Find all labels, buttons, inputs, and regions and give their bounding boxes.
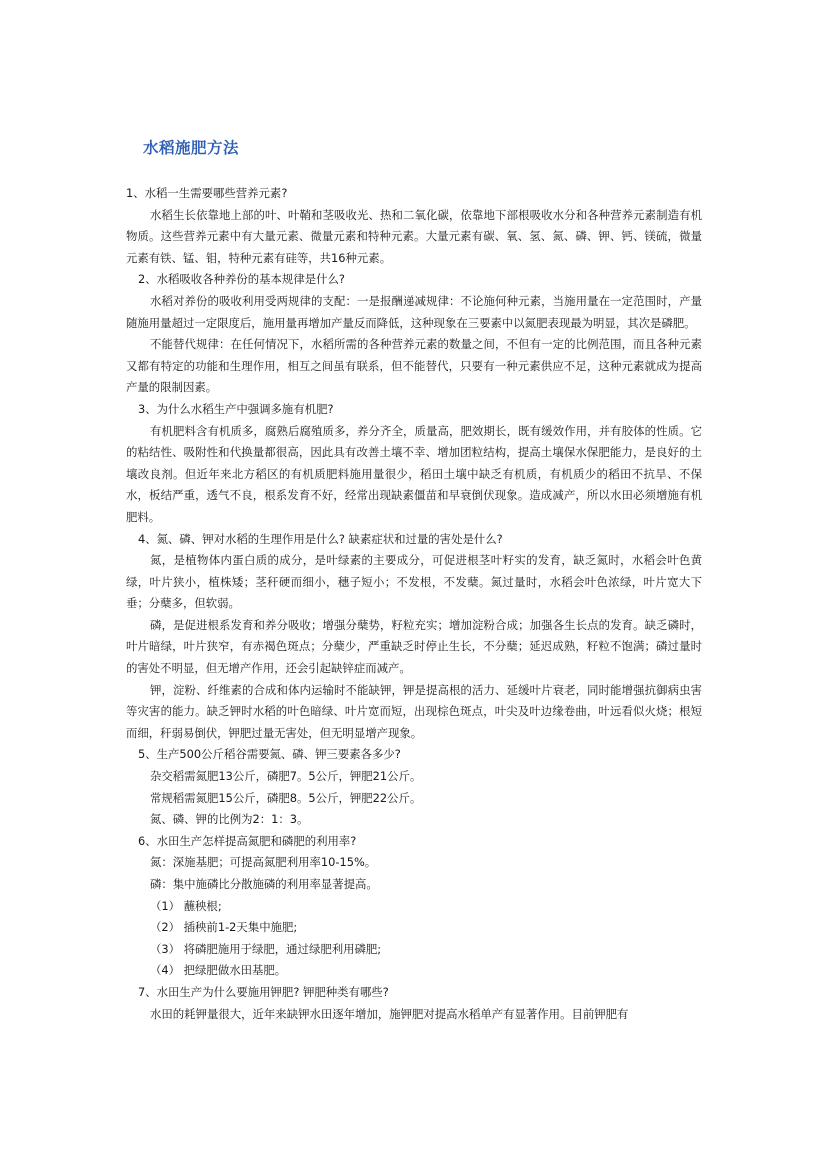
list-line: 磷：集中施磷比分散施磷的利用率显著提高。 [150,877,378,891]
question-heading: 2、水稻吸收各种养份的基本规律是什么? [138,272,345,287]
list-line: 氮、磷、钾的比例为2：1：3。 [150,812,309,827]
paragraph: 水稻生长依靠地上部的叶、叶鞘和茎吸收光、热和二氧化碳，依靠地下部根吸收水分和各种营养元素制造有机物质。这些营养元素中有大量元素、微量元素和特种元素。大量元素有碳、氧、氢、氮、磷、钾、钙、镁硫，微量元素有铁、锰、钼，特种元素有硅等，共16种元素。 [126,207,702,265]
paragraph: 不能替代规律：在任何情况下，水稻所需的各种营养元素的数量之间，不但有一定的比例范围，而且各种元素又都有特定的功能和生理作用，相互之间虽有联系，但不能替代，只要有一种元素供应不足，这种元素就成为提高产量的限制因素。 [126,337,702,395]
paragraph: 钾，淀粉、纤维素的合成和体内运输时不能缺钾，钾是提高根的活力、延缓叶片衰老，同时能增强抗御病虫害等灾害的能力。缺乏钾时水稻的叶色暗绿、叶片宽而短，出现棕色斑点，叶尖及叶边缘卷曲，叶远看似火烧；根短而细，秆弱易倒伏，钾肥过量无害处，但无明显增产现象。 [126,682,702,740]
paragraph: 磷，是促进根系发育和养分吸收；增强分蘖势，籽粒充实；增加淀粉合成；加强各生长点的发育。缺乏磷时，叶片暗绿，叶片狭窄，有赤褐色斑点；分蘖少，严重缺乏时停止生长，不分蘖；延迟成熟，籽粒不饱满；磷过量时的害处不明显，但无增产作用，还会引起缺锌症而减产。 [126,617,702,676]
paragraph: 水田的耗钾量很大，近年来缺钾水田逐年增加，施钾肥对提高水稻单产有显著作用。目前钾肥有 [150,1006,629,1021]
question-heading: 3、为什么水稻生产中强调多施有机肥? [138,401,334,416]
document-title: 水稻施肥方法 [143,138,240,157]
list-line: （2） 插秧前1-2天集中施肥; [150,920,298,935]
list-line: （1） 蘸秧根; [150,898,222,913]
question-heading: 6、水田生产怎样提高氮肥和磷肥的利用率? [138,833,357,848]
list-line: 杂交稻需氮肥13公斤，磷肥7。5公斤，钾肥21公斤。 [150,769,422,784]
paragraph: 有机肥料含有机质多，腐熟后腐殖质多，养分齐全，质量高，肥效期长，既有缓效作用，并有胶体的性质。它的粘结性、吸附性和代换量都很高，因此具有改善土壤不幸、增加团粒结构，提高土壤保水保肥能力，是良好的土壤改良剂。但近年来北方稻区的有机质肥料施用量很少，稻田土壤中缺乏有机质，有机质少的稻田不抗旱、不保水，板结严重，透气不良，根系发育不好，经常出现缺素僵苗和早衰倒伏现象。造成减产，所以水田必须增施有机肥料。 [126,423,702,524]
question-heading: 1、水稻一生需要哪些营养元素? [126,186,288,200]
list-line: 常规稻需氮肥15公斤，磷肥8。5公斤，钾肥22公斤。 [150,790,422,805]
paragraph: 氮，是植物体内蛋白质的成分，是叶绿素的主要成分，可促进根茎叶籽实的发育，缺乏氮时，水稻会叶色黄绿，叶片狭小，植株矮；茎秆硬而细小，穗子短小；不发根，不发蘖。氮过量时，水稻会叶色浓绿，叶片宽大下垂；分蘖多，但软弱。 [126,553,702,611]
question-heading: 5、生产500公斤稻谷需要氮、磷、钾三要素各多少? [138,747,401,762]
question-heading: 7、水田生产为什么要施用钾肥? 钾肥种类有哪些? [138,984,389,999]
list-line: （3） 将磷肥施用于绿肥，通过绿肥利用磷肥; [150,941,382,956]
list-line: 氮：深施基肥；可提高氮肥利用率10-15%。 [150,855,377,870]
document-body [126,183,702,1025]
question-heading: 4、氮、磷、钾对水稻的生理作用是什么? 缺素症状和过量的害处是什么? [138,531,503,546]
paragraph: 水稻对养份的吸收利用受两规律的支配：一是报酬递减规律：不论施何种元素，当施用量在一定范围时，产量随施用量超过一定限度后，施用量再增加产量反而降低，这种现象在三要素中以氮肥表现最为明显，其次是磷肥。 [126,293,702,330]
list-line: （4） 把绿肥做水田基肥。 [150,963,287,978]
